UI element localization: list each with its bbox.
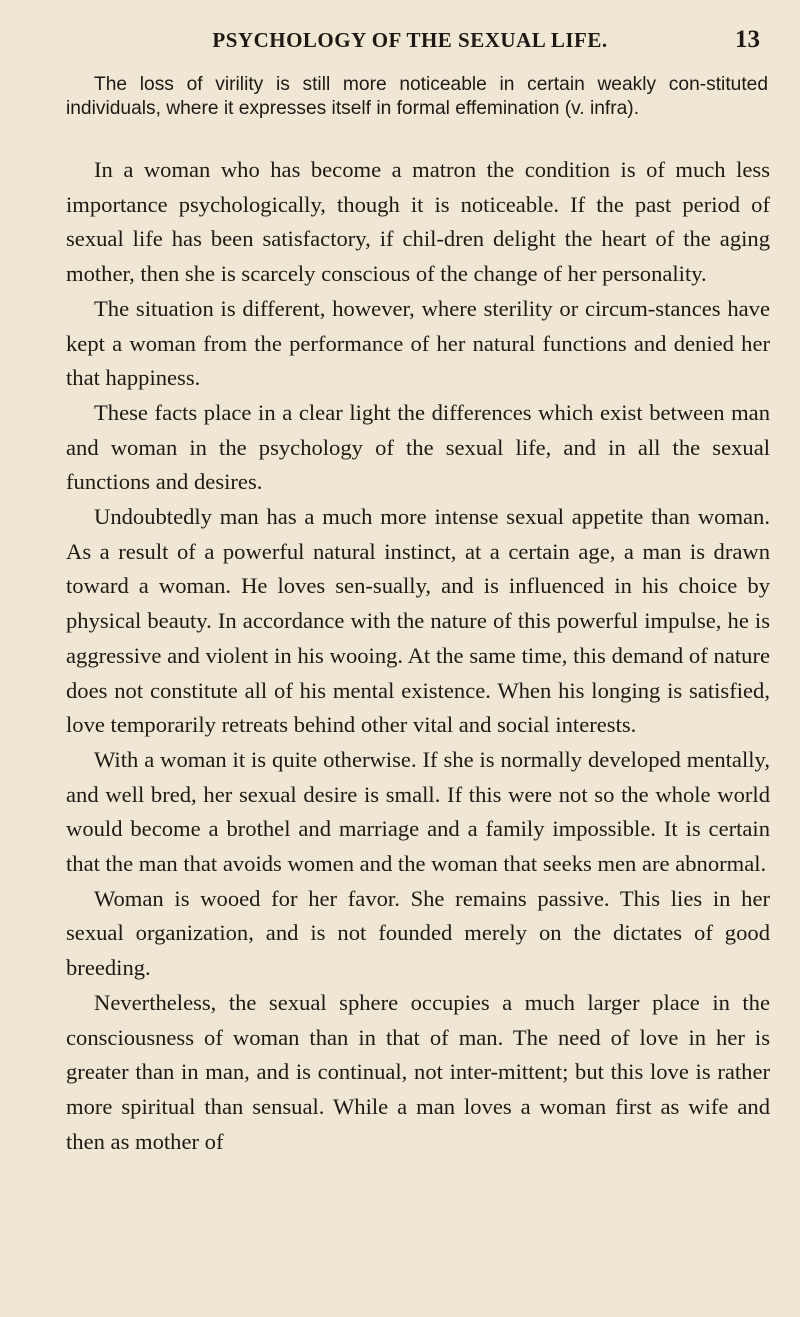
note-paragraph: The loss of virility is still more noticeable in certain weakly con-stituted individuals, where it expresses itself in formal effemination (v. infra).	[66, 74, 768, 119]
paragraph-1: In a woman who has become a matron the condition is of much less importance psychologically, though it is noticeable. If the past period of sexual life has been satisfactory, if chil-dren delight the heart of the aging mother, then she is scarcely conscious of the change of her personality.	[66, 157, 770, 287]
paragraph-7: Nevertheless, the sexual sphere occupies a much larger place in the consciousness of woman than in that of man. The need of love in her is greater than in man, and is continual, not inter-mittent; but this love is rather more spiritual than sensual. While a man loves a woman first as wife and then as mother of	[66, 989, 770, 1154]
paragraph-2: The situation is different, however, where sterility or circum-stances have kept a woman from the performance of her natural functions and denied her that happiness.	[66, 295, 770, 391]
paragraph-5: With a woman it is quite otherwise. If she is normally developed mentally, and well bred, her sexual desire is small. If this were not so the whole world would become a brothel and marriage and a family impossible. It is certain that the man that avoids women and the woman that seeks men are abnormal.	[66, 746, 770, 877]
running-header	[60, 28, 760, 62]
paragraph-3: These facts place in a clear light the differences which exist between man and woman in the psychology of the sexual life, and in all the sexual functions and desires.	[66, 399, 770, 495]
running-title: PSYCHOLOGY OF THE SEXUAL LIFE.	[212, 28, 608, 52]
page-number: 13	[735, 26, 760, 53]
paragraph-6: Woman is wooed for her favor. She remains passive. This lies in her sexual organization, and is not founded merely on the dictates of good breeding.	[66, 885, 770, 981]
paragraph-4: Undoubtedly man has a much more intense sexual appetite than woman. As a result of a powerful natural instinct, at a certain age, a man is drawn toward a woman. He loves sen-sually, and is influenced in his choice by physical beauty. In accordance with the nature of this powerful impulse, he is aggressive and violent in his wooing. At the same time, this demand of nature does not constitute all of his mental existence. When his longing is satisfied, love temporarily retreats behind other vital and social interests.	[66, 504, 770, 738]
footnote-block	[66, 73, 768, 121]
body-text	[66, 153, 770, 1159]
